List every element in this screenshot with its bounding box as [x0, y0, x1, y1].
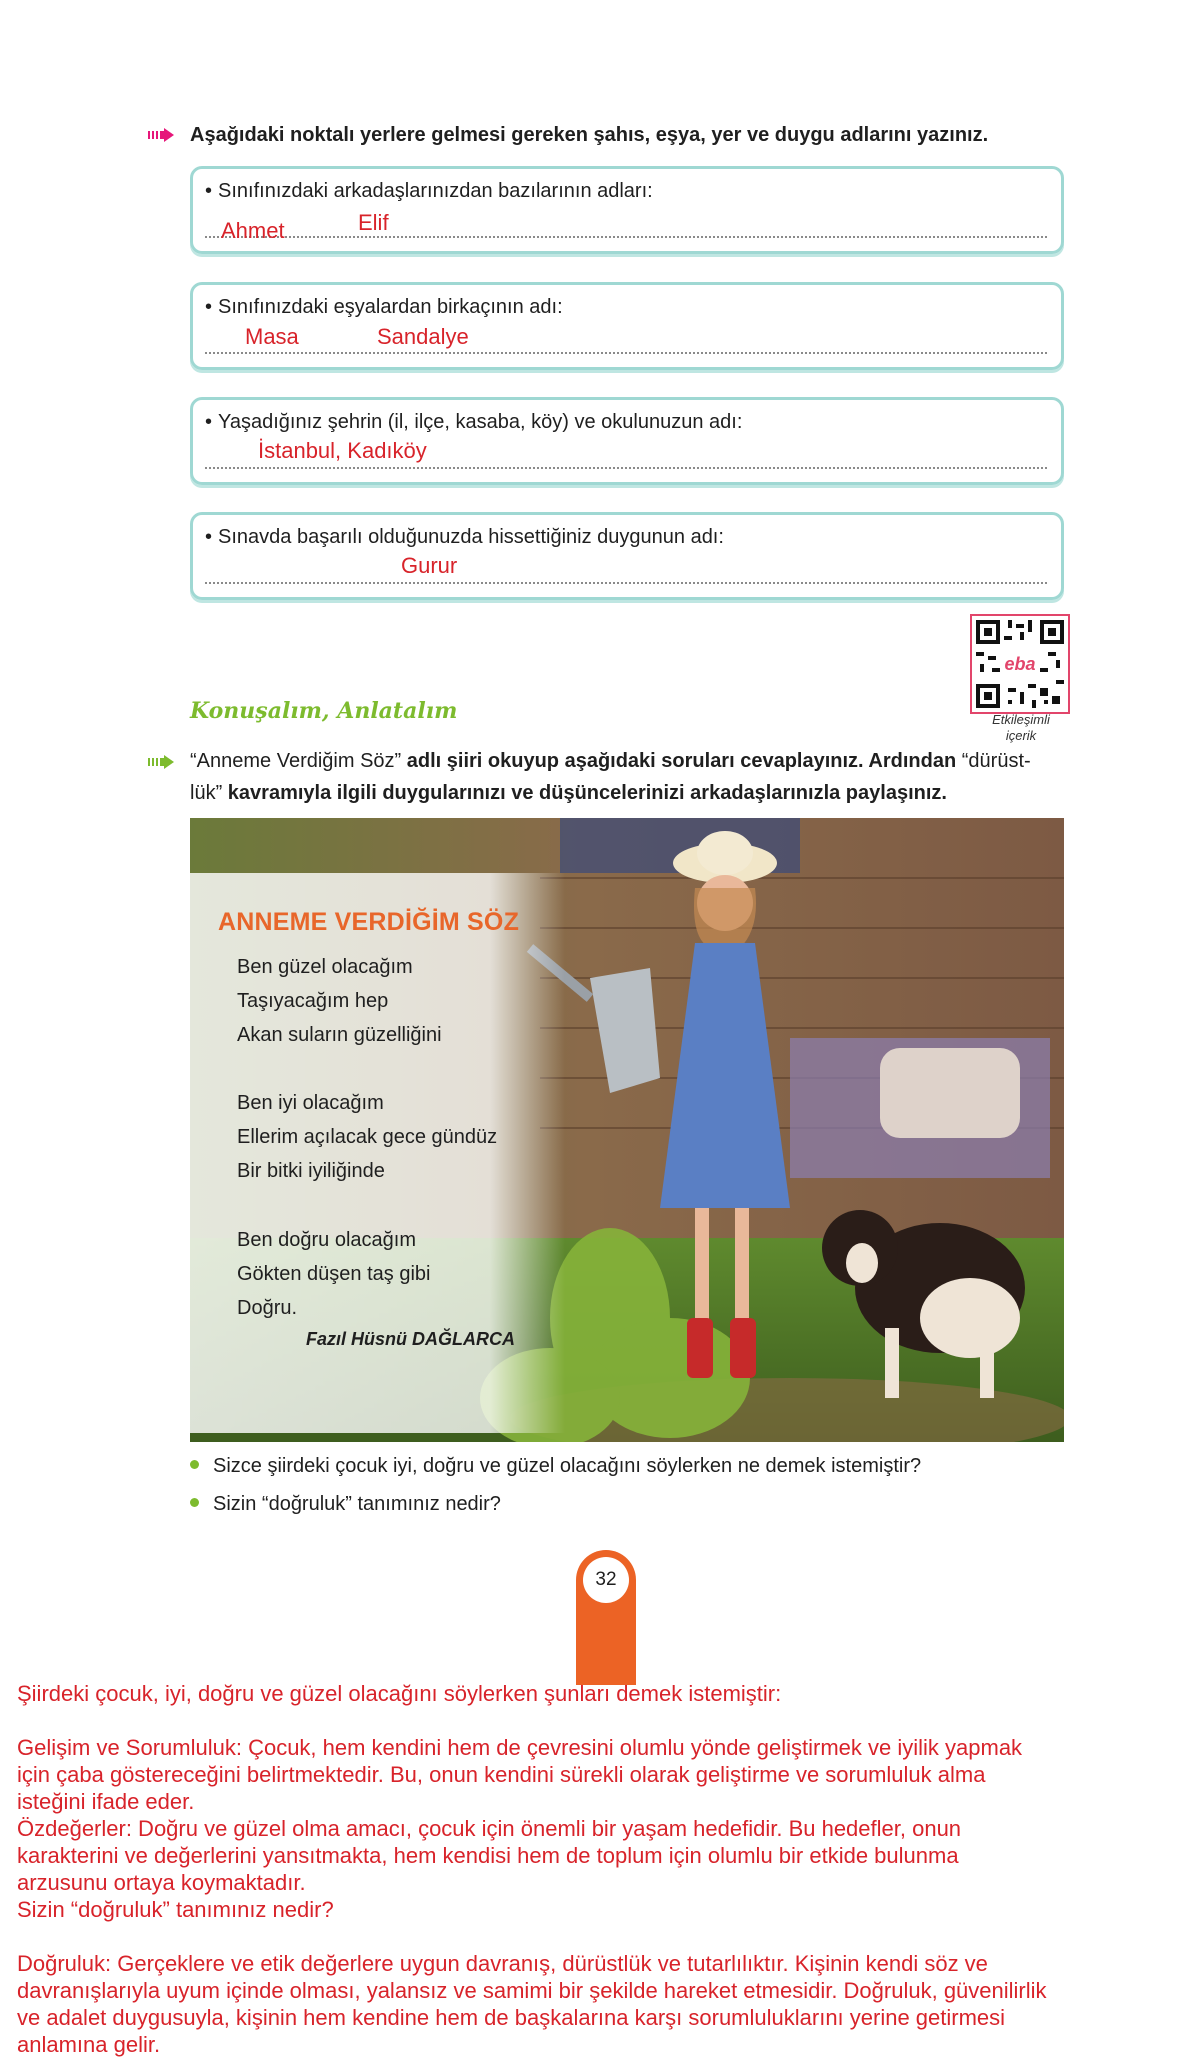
answer-intro: Şiirdeki çocuk, iyi, doğru ve güzel olacağını söylerken şunları demek istemiştir:: [17, 1681, 782, 1706]
qr-code-icon[interactable]: [970, 614, 1070, 714]
answer-text: İstanbul, Kadıköy: [258, 438, 427, 463]
answer-line: davranışlarıyla uyum içinde olması, yalansız ve samimi bir şekilde hareket etmesidir. Doğruluk, güvenilirlik: [17, 1978, 1047, 2003]
green-bullet-icon: [190, 1460, 199, 1469]
question-2: [190, 1493, 501, 1516]
poem-line: Ben iyi olacağım: [237, 1092, 384, 1114]
answer-line: Gelişim ve Sorumluluk: Çocuk, hem kendini hem de çevresini olumlu yönde geliştirmek ve iyilik yapmak: [17, 1735, 1023, 1760]
dotted-line: [205, 467, 1047, 469]
answer-line: Özdeğerler: Doğru ve güzel olma amacı, çocuk için önemli bir yaşam hedefidir. Bu hedefler, onun: [17, 1816, 962, 1841]
poem-line: Gökten düşen taş gibi: [237, 1263, 431, 1285]
instruction-1: Aşağıdaki noktalı yerlere gelmesi gereken şahıs, eşya, yer ve duygu adlarını yazınız.: [190, 124, 989, 146]
box-question: • Sınavda başarılı olduğunuzda hissettiğiniz duygunun adı:: [205, 526, 724, 549]
question-text: Sizce şiirdeki çocuk iyi, doğru ve güzel olacağını söylerken ne demek istemiştir?: [213, 1455, 922, 1477]
fill-box-objects: [190, 282, 1064, 370]
concept-quote-end: lük”: [190, 782, 223, 804]
box-question: • Sınıfınızdaki eşyalardan birkaçının adı:: [205, 296, 563, 319]
answer-line: arzusunu ortaya koymaktadır.: [17, 1870, 306, 1895]
answer-line: ve adalet duygusuyla, kişinin hem kendine hem de başkalarına karşı sorumluluklarını yerine getirmesi: [17, 2005, 1006, 2030]
dotted-line: [205, 582, 1047, 584]
qr-label-line-2: içerik: [1005, 728, 1037, 743]
answer-line: anlamına gelir.: [17, 2032, 161, 2057]
poem-line: Taşıyacağım hep: [237, 990, 389, 1012]
answer-line: isteğini ifade eder.: [17, 1789, 195, 1814]
answer-line: için çaba göstereceğini belirtmektedir. Bu, onun kendini sürekli olarak geliştirme ve sorumluluk alma: [17, 1762, 986, 1787]
answer-text: Sandalye: [377, 324, 469, 349]
eba-logo: eba: [1004, 654, 1036, 674]
answer-line: karakterini ve değerlerini yansıtmakta, hem kendisi hem de toplum için olumlu bir etkide bulunma: [17, 1843, 959, 1868]
dotted-line: [205, 352, 1047, 354]
poem-line: Akan suların güzelliğini: [237, 1024, 442, 1046]
answer-paragraph-1: [17, 1734, 1167, 1923]
poem-line: Doğru.: [237, 1297, 298, 1319]
answer-text: Ahmet: [221, 218, 285, 243]
poem-line: Bir bitki iyiliğinde: [237, 1160, 385, 1182]
pink-arrow-icon: [148, 128, 174, 142]
qr-label: [975, 712, 1067, 744]
concept-quote: “dürüst-: [961, 750, 1031, 772]
dotted-line: [205, 236, 1047, 238]
fill-box-friends: [190, 166, 1064, 254]
poem-title: ANNEME VERDİĞİM SÖZ: [218, 908, 520, 936]
answer-text: Gurur: [401, 553, 458, 578]
question-text: Sizin “doğruluk” tanımınız nedir?: [213, 1493, 501, 1515]
answer-line: Doğruluk: Gerçeklere ve etik değerlere uygun davranış, dürüstlük ve tutarlılıktır. Kişinin kendi söz ve: [17, 1951, 988, 1976]
poem-line: Ellerim açılacak gece gündüz: [237, 1126, 498, 1148]
answer-text: Elif: [358, 210, 389, 235]
green-bullet-icon: [190, 1498, 199, 1507]
poem-line: Ben doğru olacağım: [237, 1229, 417, 1251]
poem-author: Fazıl Hüsnü DAĞLARCA: [306, 1329, 515, 1349]
instruction-bold-2: kavramıyla ilgili duygularınızı ve düşüncelerinizi arkadaşlarınızla paylaşınız.: [222, 782, 947, 804]
instruction-2: [190, 745, 1070, 809]
page-number: 32: [583, 1557, 629, 1603]
answer-paragraph-3: [17, 1950, 1167, 2058]
box-question: • Sınıfınızdaki arkadaşlarınızdan bazılarının adları:: [205, 180, 653, 203]
poem-name-quote: “Anneme Verdiğim Söz”: [190, 750, 402, 772]
fill-box-emotion: [190, 512, 1064, 600]
answer-question: Sizin “doğruluk” tanımınız nedir?: [17, 1897, 334, 1922]
instruction-bold-1: adlı şiiri okuyup aşağıdaki soruları cevaplayınız. Ardından: [401, 750, 962, 772]
poem-line: Ben güzel olacağım: [237, 956, 413, 978]
answer-text: Masa: [245, 324, 299, 349]
section-title: Konuşalım, Anlatalım: [190, 698, 458, 724]
qr-label-line-1: Etkileşimli: [992, 712, 1050, 727]
box-question: • Yaşadığınız şehrin (il, ilçe, kasaba, köy) ve okulunuzun adı:: [205, 411, 742, 434]
question-1: [190, 1455, 921, 1478]
green-arrow-icon: [148, 755, 174, 769]
